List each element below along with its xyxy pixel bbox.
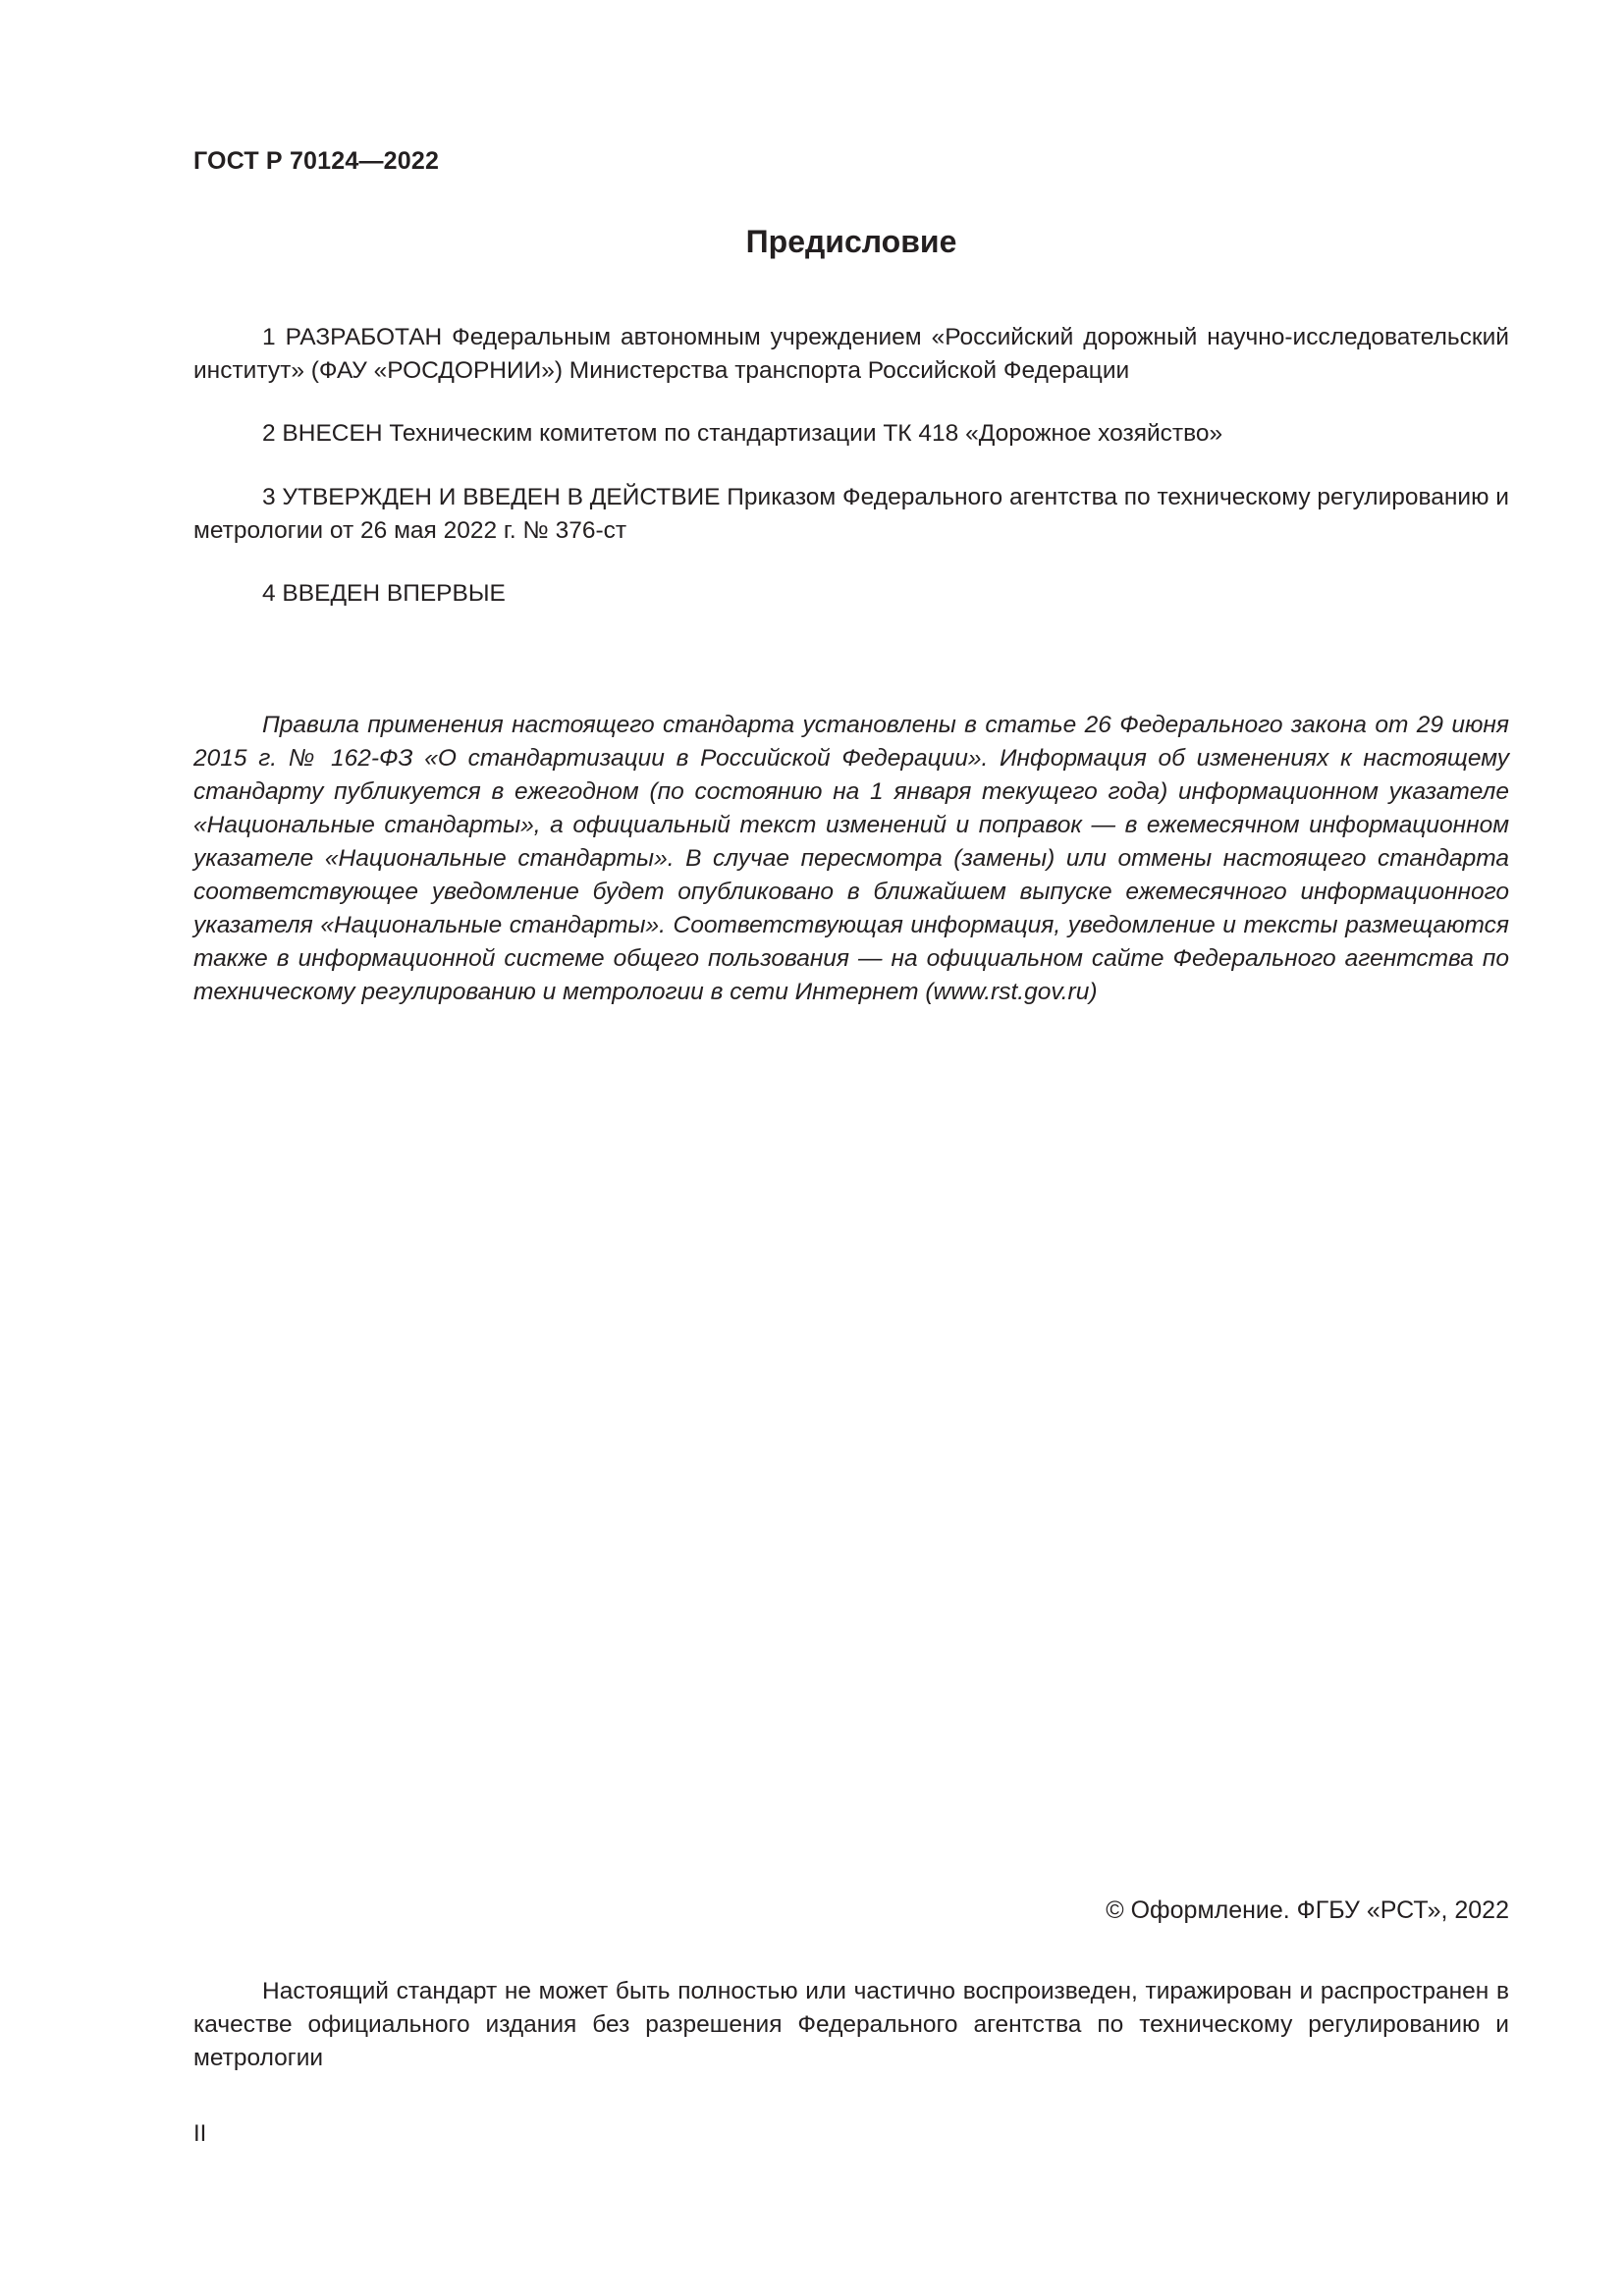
page-title: Предисловие	[745, 224, 957, 259]
reproduction-notice: Настоящий стандарт не может быть полностью или частично воспроизведен, тиражирован и распространен в качестве официального издания без разрешения Федерального агентства по техническому регулированию и метрологии	[193, 1978, 1509, 2071]
document-code: ГОСТ Р 70124—2022	[193, 147, 440, 175]
copyright-line: © Оформление. ФГБУ «РСТ», 2022	[1106, 1896, 1509, 1924]
foreword-item-1: 1 РАЗРАБОТАН Федеральным автономным учреждением «Российский дорожный научно-исследовательский институт» (ФАУ «РОСДОРНИИ») Министерства транспорта Российской Федерации	[193, 324, 1509, 384]
page-number: II	[193, 2120, 207, 2147]
foreword-item-3: 3 УТВЕРЖДЕН И ВВЕДЕН В ДЕЙСТВИЕ Приказом Федерального агентства по техническому регулированию и метрологии от 26 мая 2022 г. № 376-ст	[193, 484, 1509, 544]
application-rules-paragraph: Правила применения настоящего стандарта установлены в статье 26 Федерального закона от 29 июня 2015 г. № 162-ФЗ «О стандартизации в Российской Федерации». Информация об изменениях к настоящему стандарту публикуется в ежегодном (по состоянию на 1 января текущего года) информационном указателе «Национальные стандарты», а официальный текст изменений и поправок — в ежемесячном информационном указателе «Национальные стандарты». В случае пересмотра (замены) или отмены настоящего стандарта соответствующее уведомление будет опубликовано в ближайшем выпуске ежемесячного информационного указателя «Национальные стандарты». Соответствующая информация, уведомление и тексты размещаются также в информационной системе общего пользования — на официальном сайте Федерального агентства по техническому регулированию и метрологии в сети Интернет (www.rst.gov.ru)	[193, 712, 1509, 1005]
foreword-item-2: 2 ВНЕСЕН Техническим комитетом по стандартизации ТК 418 «Дорожное хозяйство»	[262, 420, 1223, 447]
foreword-item-4: 4 ВВЕДЕН ВПЕРВЫЕ	[262, 580, 506, 607]
